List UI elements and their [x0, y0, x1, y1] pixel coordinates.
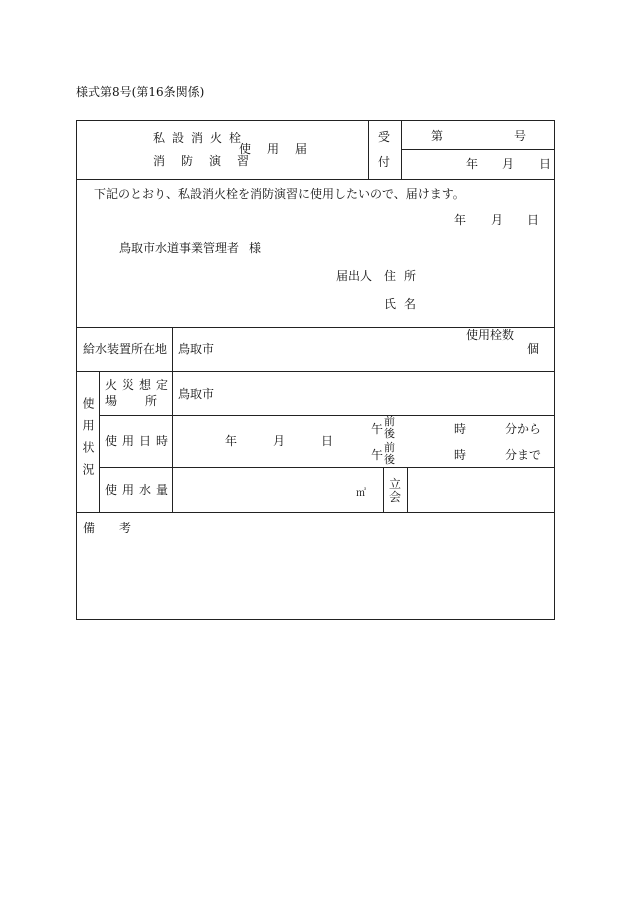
end-ampm-am: 前 [384, 441, 395, 454]
datetime-month: 月 [273, 434, 286, 448]
intro-date-year: 年 [454, 213, 467, 227]
fire-location-value: 鳥取市 [178, 387, 215, 401]
intro-statement: 下記のとおり、私設消火栓を消防演習に使用したいので、届けます。 [94, 187, 465, 201]
remarks-label: 備考 [83, 521, 156, 535]
reception-label-top: 受 [378, 130, 391, 144]
col-divider-section [99, 371, 100, 512]
end-ampm: 午 [371, 448, 384, 462]
intro-date-day: 日 [527, 213, 540, 227]
fire-label-line2: 場所 [105, 394, 186, 408]
row-divider-reception [401, 149, 554, 150]
row-divider-title [77, 179, 554, 180]
notification-form [76, 120, 555, 620]
row-divider-fire [99, 415, 554, 416]
addressee: 鳥取市水道事業管理者 [119, 241, 240, 255]
datetime-label: 使用日時 [105, 434, 174, 448]
start-ampm: 午 [371, 422, 384, 436]
start-hour-unit: 時 [454, 422, 467, 436]
row-divider-usage [77, 512, 554, 513]
datetime-day: 日 [321, 434, 334, 448]
reception-date-month: 月 [502, 157, 515, 171]
name-label: 氏名 [384, 297, 425, 311]
reception-date-day: 日 [539, 157, 552, 171]
reception-number-suffix: 号 [514, 129, 527, 143]
title-main: 使用届 [239, 142, 324, 156]
intro-date-month: 月 [491, 213, 504, 227]
form-id-label: 様式第8号(第16条関係) [76, 85, 205, 99]
reception-date-year: 年 [466, 157, 479, 171]
witness-label-top: 立 [389, 477, 402, 491]
applicant-label: 届出人 [336, 269, 373, 283]
row-divider-location [77, 371, 554, 372]
end-ampm-pm: 後 [384, 453, 395, 466]
col-divider-witness-right [407, 467, 408, 512]
start-ampm-pm: 後 [384, 427, 395, 440]
col-divider-title [368, 121, 369, 179]
title-line2: 消防演習 [153, 154, 266, 168]
water-volume-label: 使用水量 [105, 483, 174, 497]
tap-count-unit: 個 [527, 342, 540, 356]
tap-count-label: 使用栓数 [466, 328, 515, 342]
end-hour-unit: 時 [454, 448, 467, 462]
datetime-year: 年 [225, 434, 238, 448]
address-label: 住所 [384, 269, 425, 283]
usage-section-label: 使用状況 [81, 397, 95, 485]
start-ampm-am: 前 [384, 415, 395, 428]
end-minute-until: 分まで [505, 448, 542, 462]
col-divider-reception [401, 121, 402, 179]
title-line1: 私設消火栓 [153, 131, 249, 145]
row-divider-datetime [99, 467, 554, 468]
reception-number-prefix: 第 [431, 129, 444, 143]
start-minute-from: 分から [505, 422, 542, 436]
fire-label-line1: 火災想定 [105, 378, 174, 392]
addressee-honorific: 様 [249, 241, 262, 255]
col-divider-witness-left [383, 467, 384, 512]
reception-label-bottom: 付 [378, 155, 391, 169]
location-value: 鳥取市 [178, 342, 215, 356]
location-label: 給水装置所在地 [83, 342, 168, 356]
witness-label-bottom: 会 [389, 490, 402, 504]
water-volume-unit: ㎥ [356, 488, 366, 499]
